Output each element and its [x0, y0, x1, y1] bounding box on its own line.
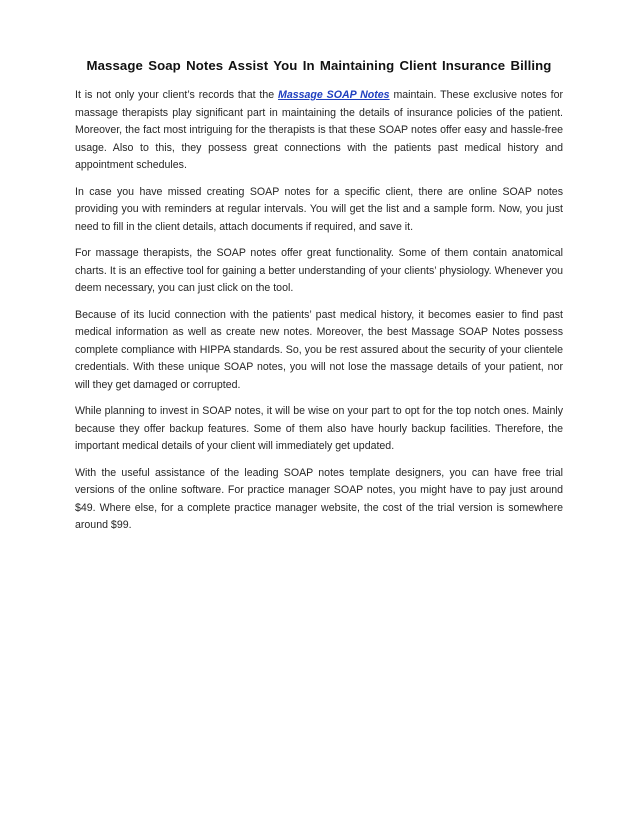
paragraph-1	[75, 87, 563, 175]
paragraph-4: Because of its lucid connection with the patients’ past medical history, it becomes easier to find past medical information as well as create new notes. Moreover, the best Massage SOAP Notes possess complete compliance with HIPPA standards. So, you be rest assured about the security of your clientele credentials. With these unique SOAP notes, you will not lose the massage details of your patient, nor will they get damaged or corrupted.	[75, 308, 563, 391]
paragraph-1-lead: It is not only your client’s records that the	[75, 89, 279, 101]
paragraph-2: In case you have missed creating SOAP notes for a specific client, there are online SOAP notes providing you with reminders at regular intervals. You will get the list and a sample form. Now, you just need to fill in the client details, attach documents if required, and save it.	[75, 185, 563, 233]
document-title: Massage Soap Notes Assist You In Maintaining Client Insurance Billing	[86, 58, 552, 73]
paragraph-3: For massage therapists, the SOAP notes offer great functionality. Some of them contain anatomical charts. It is an effective tool for gaining a better understanding of your clients’ physiology. Whenever you deem necessary, you can just click on the tool.	[75, 247, 563, 294]
paragraph-6: With the useful assistance of the leading SOAP notes template designers, you can have free trial versions of the online software. For practice manager SOAP notes, you might have to pay just around $49. Where else, for a complete practice manager website, the cost of the trial version is somewhere around $99.	[75, 466, 563, 531]
paragraph-5: While planning to invest in SOAP notes, it will be wise on your part to opt for the top notch ones. Mainly because they offer backup features. Some of them also have hourly backup facilities. Therefore, the important medical details of your client will immediately get updated.	[75, 405, 563, 452]
document-page	[75, 58, 563, 544]
massage-soap-notes-link[interactable]: Massage SOAP Notes	[278, 89, 390, 101]
paragraph-1-rest: maintain. These exclusive notes for massage therapists play significant part in maintaining the details of insurance policies of the patient. Moreover, the fact most intriguing for the therapists is that these SOAP notes offer easy and hassle-free usage. Also to this, they possess great connections with the patients past medical history and appointment schedules.	[75, 89, 563, 171]
